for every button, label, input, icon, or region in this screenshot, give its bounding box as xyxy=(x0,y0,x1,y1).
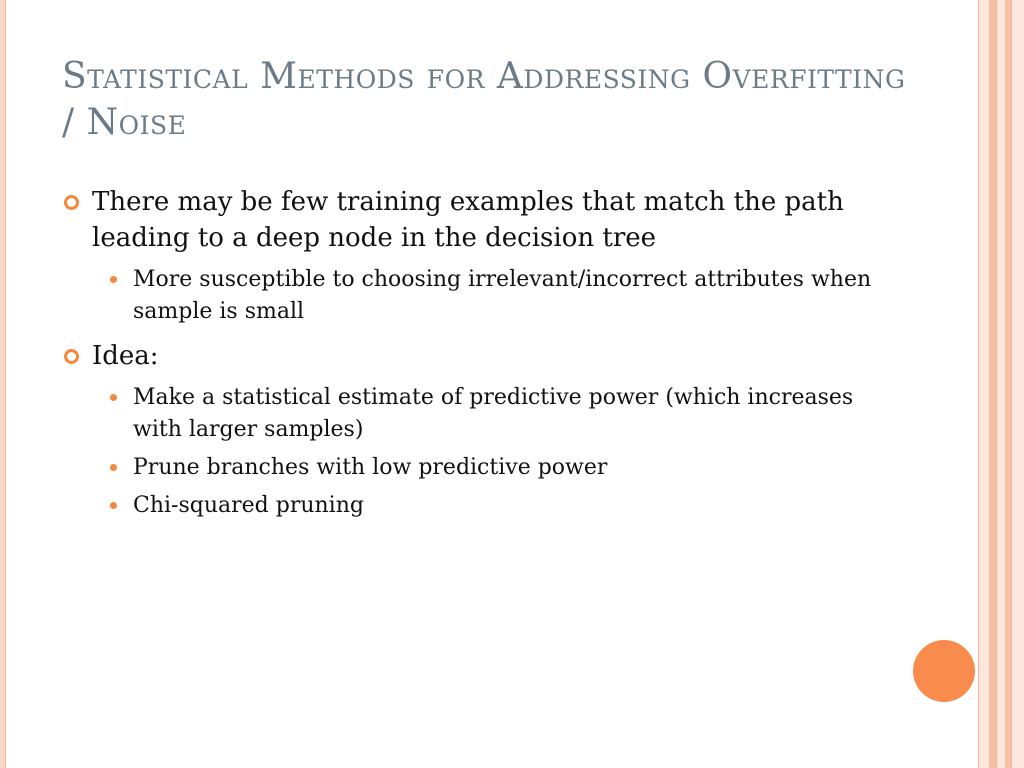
subbullet-text: More susceptible to choosing irrelevant/incorrect attributes when sample is small xyxy=(133,267,872,324)
bullet-item xyxy=(64,338,884,374)
slide-title: Statistical Methods for Addressing Overfitting / Noise xyxy=(62,56,906,143)
subbullet-list xyxy=(64,382,884,522)
subbullet-list xyxy=(64,264,884,328)
subbullet-text: Prune branches with low predictive power xyxy=(133,455,608,480)
right-stripe-decoration xyxy=(978,0,1024,768)
subbullet-text: Make a statistical estimate of predictive power (which increases with larger samples) xyxy=(133,385,854,442)
subbullet-item xyxy=(64,452,884,484)
subbullet-item xyxy=(64,382,884,446)
subbullet-text: Chi-squared pruning xyxy=(133,493,364,518)
orange-circle-decoration xyxy=(913,640,975,702)
dot-bullet-icon xyxy=(110,394,117,401)
left-border-decoration xyxy=(0,0,6,768)
subbullet-item xyxy=(64,490,884,522)
bullet-text: Idea: xyxy=(92,341,159,371)
dot-bullet-icon xyxy=(110,276,117,283)
dot-bullet-icon xyxy=(110,464,117,471)
stripe xyxy=(989,0,996,768)
subbullet-item xyxy=(64,264,884,328)
bullet-text: There may be few training examples that match the path leading to a deep node in the decision tree xyxy=(92,187,844,253)
bullet-item xyxy=(64,184,884,256)
stripe xyxy=(1011,0,1024,768)
slide-body xyxy=(64,184,884,532)
stripe xyxy=(996,0,1005,768)
ring-bullet-icon xyxy=(64,349,79,364)
ring-bullet-icon xyxy=(64,195,79,210)
dot-bullet-icon xyxy=(110,502,117,509)
stripe xyxy=(978,0,989,768)
